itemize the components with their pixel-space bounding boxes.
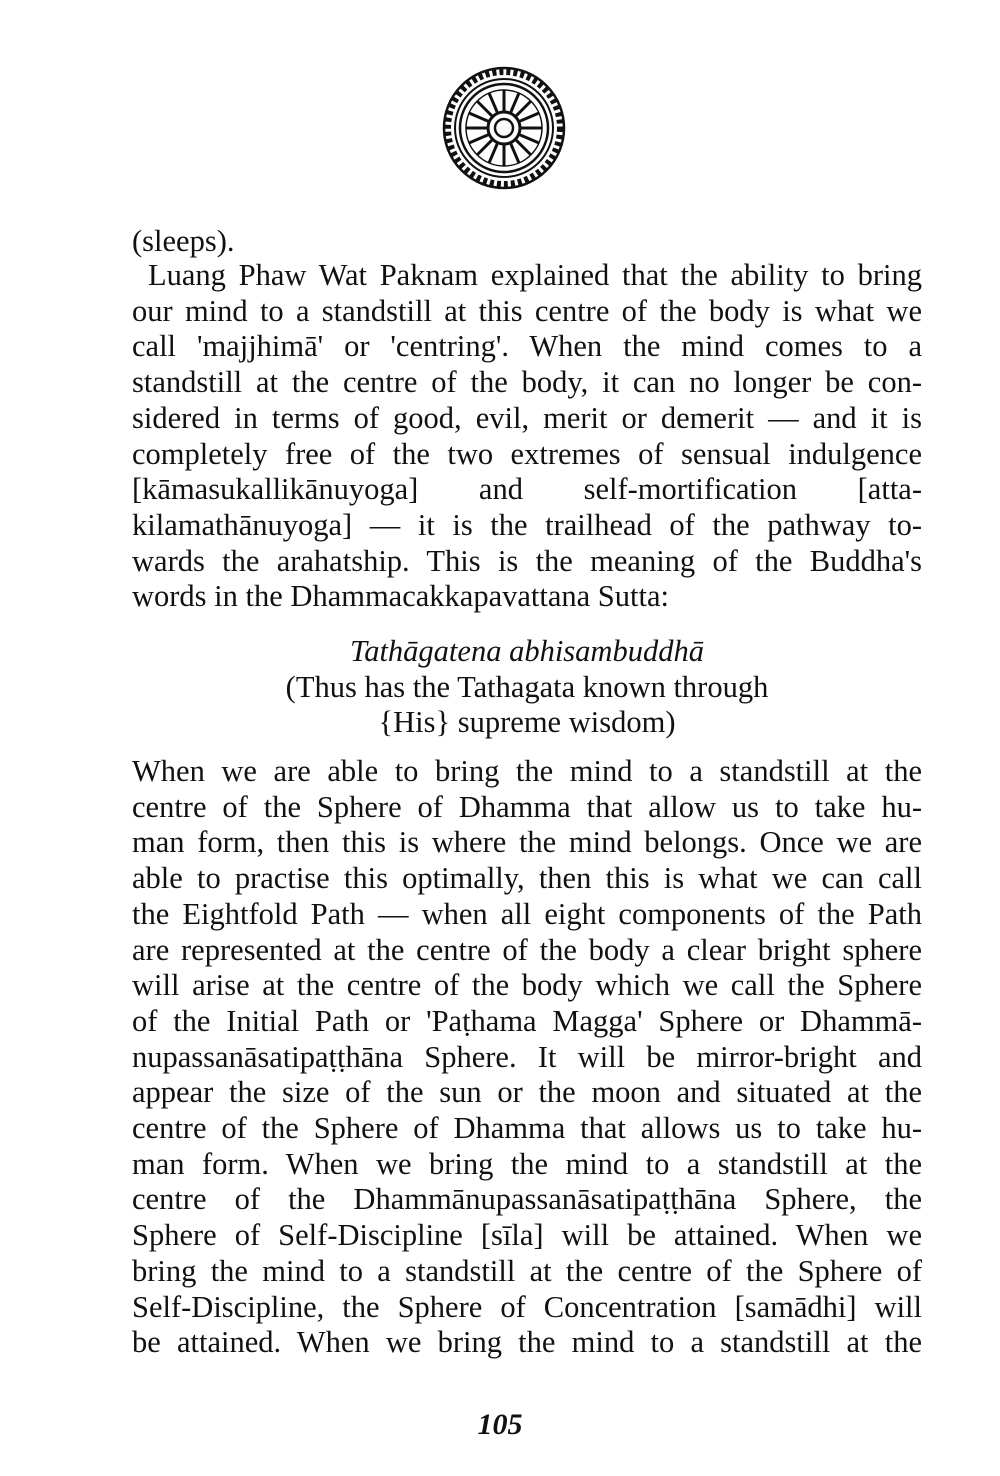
text-line: words in the Dhammacakkapavattana Sutta: xyxy=(132,579,669,614)
text-line: centre of the Sphere of Dhamma that allow us to take hu- xyxy=(132,789,922,824)
text-line: centre of the Dhammānupassanāsatipaṭṭhāna Sphere, the xyxy=(132,1182,922,1217)
body-paragraph xyxy=(132,754,922,1361)
text-line: bring the mind to a standstill at the centre of the Sphere of xyxy=(132,1253,922,1288)
text-line: appear the size of the sun or the moon and situated at the xyxy=(132,1075,922,1110)
text-line: [kāmasukallikānuyoga] and self-mortification [atta- xyxy=(132,472,922,507)
text-line: of the Initial Path or 'Paṭhama Magga' Sphere or Dhammā- xyxy=(132,1003,922,1038)
text-line: be attained. When we bring the mind to a standstill at the xyxy=(132,1325,922,1360)
verse-pali: Tathāgatena abhisambuddhā xyxy=(350,634,704,668)
text-line: When we are able to bring the mind to a standstill at the xyxy=(132,754,922,788)
text-line: Sphere of Self-Discipline [sīla] will be attained. When we xyxy=(132,1218,922,1253)
text-line: will arise at the centre of the body which we call the Sphere xyxy=(132,968,922,1003)
text-line: our mind to a standstill at this centre of the body is what we xyxy=(132,293,922,328)
text-line: call 'majjhimā' or 'centring'. When the mind comes to a xyxy=(132,329,922,364)
text-line: Luang Phaw Wat Paknam explained that the ability to bring xyxy=(148,258,922,292)
page-number: 105 xyxy=(477,1408,523,1441)
text-line: man form. When we bring the mind to a standstill at the xyxy=(132,1146,922,1181)
main-paragraph xyxy=(132,258,922,615)
text-line: are represented at the centre of the body a clear bright sphere xyxy=(132,932,922,967)
text-line: able to practise this optimally, then this is what we can call xyxy=(132,861,922,896)
text-line: standstill at the centre of the body, it can no longer be con- xyxy=(132,365,922,400)
text-line: the Eightfold Path — when all eight components of the Path xyxy=(132,896,922,931)
text-line: Self-Discipline, the Sphere of Concentration [samādhi] will xyxy=(132,1289,922,1324)
verse-quote xyxy=(132,634,922,741)
intro-paragraph xyxy=(132,224,922,260)
text-line: kilamathānuyoga] — it is the trailhead of the pathway to- xyxy=(132,507,922,542)
text-line: nupassanāsatipaṭṭhāna Sphere. It will be mirror-bright and xyxy=(132,1039,922,1074)
text-line: man form, then this is where the mind belongs. Once we are xyxy=(132,825,922,860)
text-line: sidered in terms of good, evil, merit or demerit — and it is xyxy=(132,400,922,435)
intro-text: (sleeps). xyxy=(132,224,235,258)
dhamma-wheel-icon xyxy=(442,66,566,190)
text-line: completely free of the two extremes of sensual indulgence xyxy=(132,436,922,471)
text-line: wards the arahatship. This is the meaning of the Buddha's xyxy=(132,543,922,578)
verse-translation-line: {His} supreme wisdom) xyxy=(378,705,676,740)
verse-translation-line: (Thus has the Tathagata known through xyxy=(285,669,769,704)
text-line: centre of the Sphere of Dhamma that allows us to take hu- xyxy=(132,1111,922,1146)
